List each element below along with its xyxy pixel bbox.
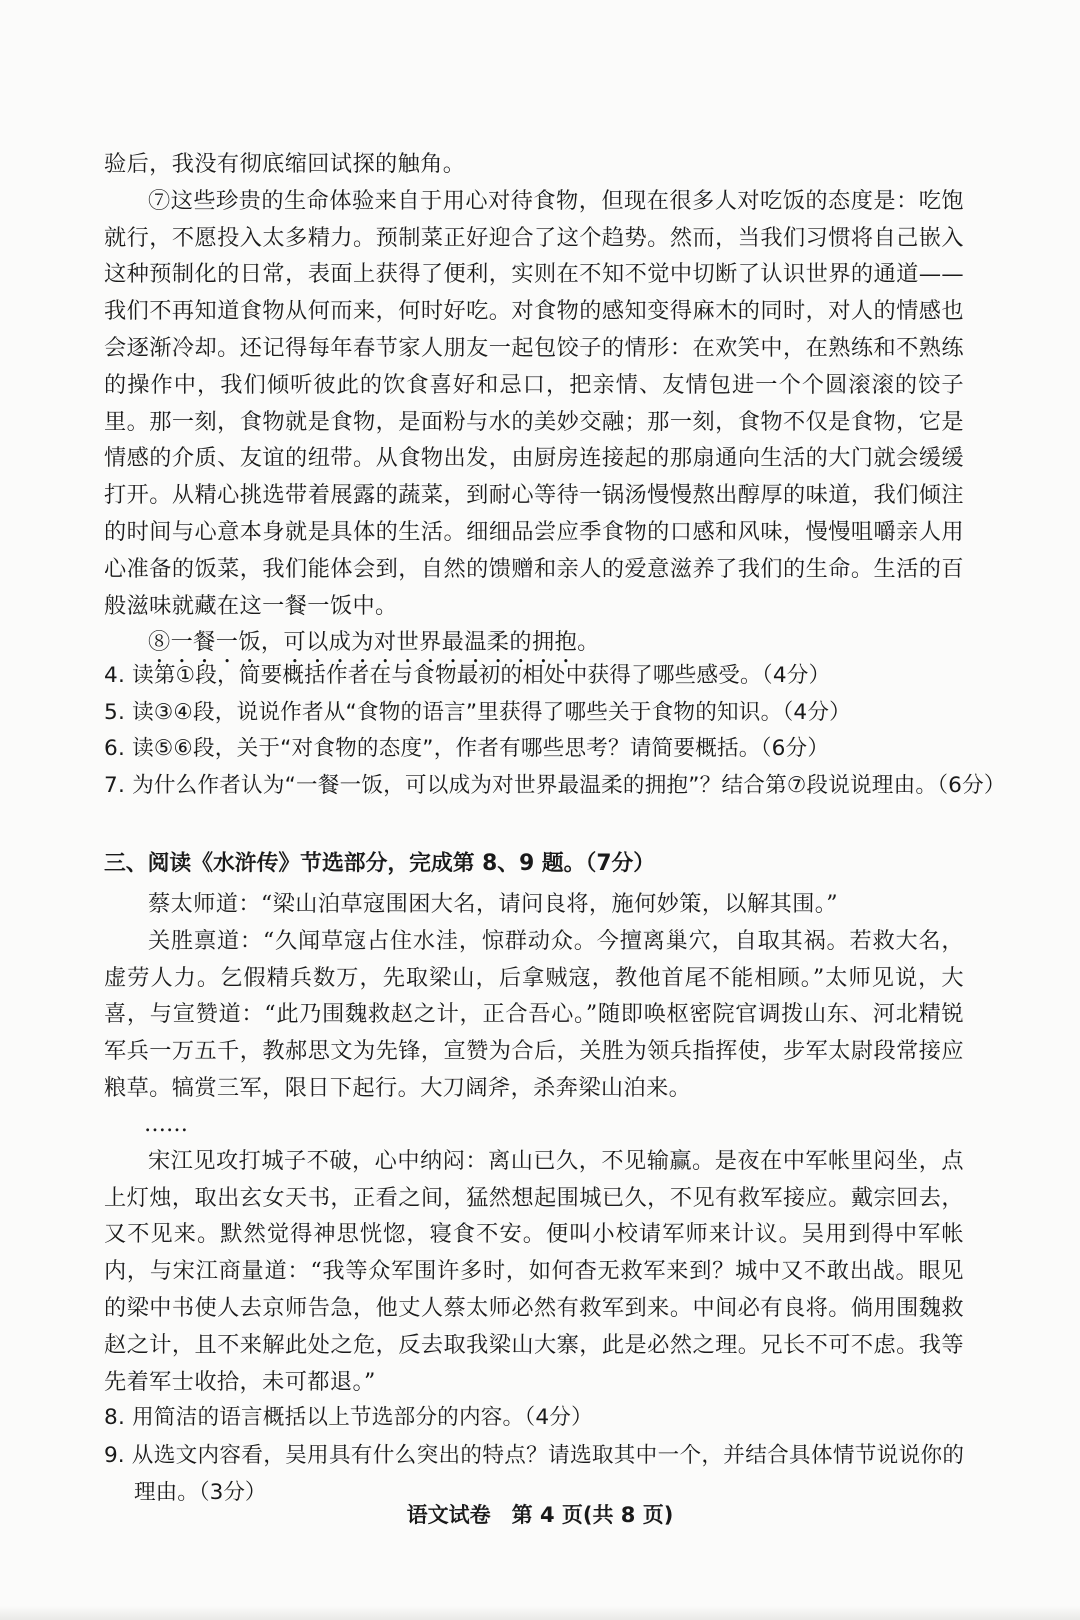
question-9: 9. 从选文内容看，吴用具有什么突出的特点？请选取其中一个，并结合具体情节说说你的理由。（3分）: [104, 1442, 964, 1505]
question-4: 4. 读第①段，简要概括作者在与食物最初的相处中获得了哪些感受。（4分）: [104, 663, 831, 688]
excerpt-paragraph-3: 宋江见攻打城子不破，心中纳闷：离山已久，不见输赢。是夜在中军帐里闷坐，点上灯烛，取出玄女天书，正看之间，猛然想起围城已久，不见有救军接应。戴宗回去，又不见来。默然觉得神思恍惚，寝食不安。便叫小校请军师来计议。吴用到得中军帐内，与宋江商量道：“我等众军围许多时，如何杳无救军来到？城中又不敢出战。眼见的梁中书使人去京师告急，他丈人蔡太师必然有救军到来。中间必有良将。倘用围魏救赵之计，且不来解此处之危，反去取我梁山大寨，此是必然之理。兄长不可不虑。我等先着军士收拾，未可都退。”: [104, 1147, 964, 1395]
passage-paragraph-continuation: 验后，我没有彻底缩回试探的触角。: [104, 151, 466, 177]
excerpt-paragraph-1: 蔡太师道：“梁山泊草寇围困大名，请问良将，施何妙策，以解其围。”: [148, 891, 839, 917]
passage-paragraph-7: ⑦这些珍贵的生命体验来自于用心对待食物，但现在很多人对吃饭的态度是：吃饱就行，不愿投入太多精力。预制菜正好迎合了这个趋势。然而，当我们习惯将自己嵌入这种预制化的日常，表面上获得了便利，实则在不知不觉中切断了认识世界的通道——我们不再知道食物从何而来，何时好吃。对食物的感知变得麻木的同时，对人的情感也会逐渐冷却。还记得每年春节家人朋友一起包饺子的情形：在欢笑中，在熟练和不熟练的操作中，我们倾听彼此的饮食喜好和忌口，把亲情、友情包进一个个圆滚滚的饺子里。那一刻，食物就是食物，是面粉与水的美妙交融；那一刻，食物不仅是食物，它是情感的介质、友谊的纽带。从食物出发，由厨房连接起的那扇通向生活的大门就会缓缓打开。从精心挑选带着展露的蔬菜，到耐心等待一锅汤慢慢熬出醇厚的味道，我们倾注的时间与心意本身就是具体的生活。细细品尝应季食物的口感和风味，慢慢咀嚼亲人用心准备的饭菜，我们能体会到，自然的馈赠和亲人的爱意滋养了我们的生命。生活的百般滋味就藏在这一餐一饭中。: [104, 187, 964, 619]
section-three-title: 三、阅读《水浒传》节选部分，完成第 8、9 题。（7分）: [104, 851, 656, 876]
scan-edge-shadow: [0, 1606, 1080, 1620]
page-footer: 语文试卷 第 4 页(共 8 页): [406, 1503, 674, 1527]
passage-paragraph-8-text: ⑧一餐一饭，可以成为对世界最温柔的拥抱。: [148, 629, 600, 656]
excerpt-paragraph-2: 关胜禀道：“久闻草寇占住水洼，惊群动众。今擅离巢穴，自取其祸。若救大名，虚劳人力。乞假精兵数万，先取梁山，后拿贼寇，教他首尾不能相顾。”太师见说，大喜，与宣赞道：“此乃围魏救赵之计，正合吾心。”随即唤枢密院官调拨山东、河北精锐军兵一万五千，教郝思文为先锋，宣赞为合后，关胜为领兵指挥使，步军太尉段常接应粮草。犒赏三军，限日下起行。大刀阔斧，杀奔梁山泊来。: [104, 927, 964, 1101]
question-8: 8. 用简洁的语言概括以上节选部分的内容。（4分）: [104, 1405, 593, 1431]
question-7: 7. 为什么作者认为“一餐一饭，可以成为对世界最温柔的拥抱”？结合第⑦段说说理由。（6分）: [104, 772, 1006, 798]
section-three: [104, 846, 964, 1511]
excerpt-ellipsis: ……: [144, 1111, 188, 1137]
reading-passage: [104, 146, 964, 668]
question-6: 6. 读⑤⑥段，关于“对食物的态度”，作者有哪些思考？请简要概括。（6分）: [104, 736, 830, 762]
reading-questions: [104, 658, 1006, 804]
question-5: 5. 读③④段，说说作者从“食物的语言”里获得了哪些关于食物的知识。（4分）: [104, 699, 851, 725]
